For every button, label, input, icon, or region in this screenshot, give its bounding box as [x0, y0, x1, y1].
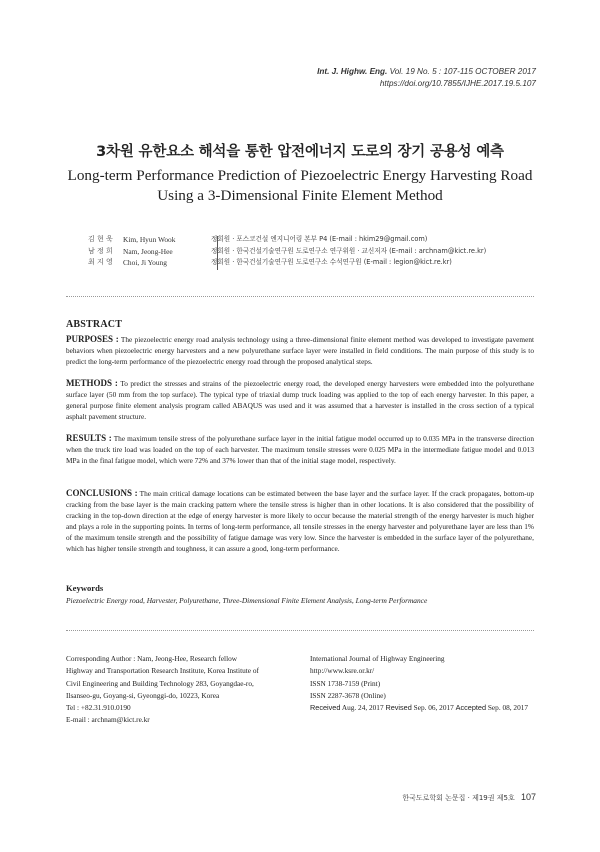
submission-dates: [310, 702, 540, 714]
accepted-date: Sep. 08, 2017: [487, 703, 529, 713]
journal-citation: [317, 66, 536, 78]
author-affiliation: 정회원 · 한국건설기술연구원 도로연구소 수석연구원 (E-mail : legion@kict.re.kr): [211, 258, 452, 267]
page-footer: [402, 792, 536, 803]
results-label: RESULTS :: [66, 433, 112, 443]
corresponding-author-block: [66, 653, 296, 727]
conclusions-text: The main critical damage locations can be estimated between the base layer and the surface layer. If the crack propagates, bottom-up cracking from the base layer is the main cracking pattern where the tensile stress is higher than in other locations. It is also considered that the possibility of cracking in the top-down direction at the edge of energy harvester is more likely to occur because the material strength of the energy harvester is much higher and plays a role in the supporting points. In terms of long-term performance, all tensile stresses in the energy harvester and polyurethane layer are less than 1% of the maximum tensile strength and the possibility of fatigue damage was very low. Since the harvester is embedded in the surface layer of the polyurethane, which has higher tensile strength and toughness, it can assure a good, long-term performance.: [66, 489, 534, 554]
journal-abbrev: Int. J. Highw. Eng.: [317, 67, 388, 76]
abstract-heading: ABSTRACT: [66, 319, 123, 330]
revised-date: Sep. 06, 2017: [413, 703, 454, 713]
author-row: [88, 246, 486, 258]
footer-journal-name: 한국도로학회 논문집 · 제19권 제5호: [402, 794, 515, 802]
corr-email: E-mail : archnam@kict.re.kr: [66, 715, 150, 725]
received-date: Aug. 24, 2017: [341, 703, 384, 713]
results-text: The maximum tensile stress of the polyurethane surface layer in the initial fatigue model occurred up to 0.035 MPa in the transverse direction when the truck tire load was loaded on the top of each harvester. The maximum tensile stresses were 0.025 MPa in the intermediate fatigue model and 0.013 MPa in the final fatigue model, which were 72% and 37% lower than that of the initial stage model, respectively.: [66, 434, 534, 466]
journal-info-block: [310, 653, 540, 714]
keywords-text: Piezoelectric Energy road, Harvester, Polyurethane, Three-Dimensional Finite Element Analysis, Long-term Performance: [66, 596, 428, 605]
author-name-en: Choi, Ji Young: [123, 258, 167, 268]
corr-line: Corresponding Author : Nam, Jeong-Hee, Research fellow: [66, 654, 238, 663]
section-divider: [66, 296, 534, 297]
conclusions-label: CONCLUSIONS :: [66, 488, 138, 498]
corr-line: Civil Engineering and Building Technology 283, Goyangdae-ro,: [66, 678, 254, 688]
volume-info: Vol. 19 No. 5 : 107-115 OCTOBER 2017: [389, 67, 536, 76]
author-name-kr: 남 정 희: [88, 246, 113, 255]
journal-header: [317, 66, 536, 90]
author-affiliation: 정회원 · 포스코건설 엔지니어링 본부 P4 (E-mail : hkim29@gmail.com): [211, 235, 428, 243]
abstract-purposes: [66, 334, 534, 367]
title-english-line2: Using a 3-Dimensional Finite Element Method: [157, 187, 443, 204]
corr-line: Tel : +82.31.910.0190: [66, 703, 131, 713]
author-list: [88, 234, 486, 269]
page-number: 107: [520, 792, 536, 802]
author-row: [88, 234, 486, 246]
author-name-en: Kim, Hyun Wook: [123, 235, 176, 244]
author-name-kr: 최 지 영: [88, 258, 113, 267]
corr-line: Ilsanseo-gu, Goyang-si, Gyeonggi-do, 10223, Korea: [66, 690, 220, 700]
received-label: Received: [310, 703, 341, 713]
title-english: [0, 166, 600, 206]
keywords-heading: Keywords: [66, 583, 104, 593]
author-affiliation: 정회원 · 한국건설기술연구원 도로연구소 연구위원 · 교신저자 (E-mail : archnam@kict.re.kr): [211, 246, 487, 255]
section-divider: [66, 630, 534, 631]
methods-label: METHODS :: [66, 378, 118, 388]
abstract-methods: [66, 378, 534, 422]
title-korean: 3차원 유한요소 해석을 통한 압전에너지 도로의 장기 공용성 예측: [96, 144, 504, 160]
journal-name: International Journal of Highway Engineering: [310, 654, 445, 663]
abstract-conclusions: [66, 488, 534, 555]
issn-print: ISSN 1738-7159 (Print): [310, 678, 381, 688]
journal-url[interactable]: http://www.ksre.or.kr/: [310, 666, 375, 676]
abstract-results: [66, 433, 534, 466]
author-name-en: Nam, Jeong-Hee: [123, 246, 173, 256]
purposes-label: PURPOSES :: [66, 334, 119, 344]
methods-text: To predict the stresses and strains of the piezoelectric energy road, the developed energy harvesters were embedded into the polyurethane surface layer (50 mm from the top surface). The typical type of triaxial dump truck loading was applied to the top of each energy harvester. In this paper, a general purpose finite element analysis program called ABAQUS was used and it was assumed that a harvester is installed in the cross section of a typical asphalt pavement structure.: [66, 379, 534, 422]
corr-line: Highway and Transportation Research Institute, Korea Institute of: [66, 666, 259, 676]
accepted-label: Accepted: [455, 703, 487, 713]
title-english-line1: Long-term Performance Prediction of Piezoelectric Energy Harvesting Road: [67, 167, 533, 184]
author-row: [88, 257, 486, 269]
doi-link[interactable]: https://doi.org/10.7855/IJHE.2017.19.5.107: [379, 79, 536, 88]
author-name-kr: 김 현 욱: [88, 235, 113, 243]
issn-online: ISSN 2287-3678 (Online): [310, 690, 386, 700]
revised-label: Revised: [385, 703, 412, 713]
purposes-text: The piezoelectric energy road analysis technology using a three-dimensional finite element method was developed to investigate pavement behaviors when piezoelectric energy harvesters and a new polyurethane surface layer were installed in field conditions. The main purpose of this study is to predict the long-term performance of the piezoelectric energy road through the proposed analytical steps.: [66, 335, 534, 367]
